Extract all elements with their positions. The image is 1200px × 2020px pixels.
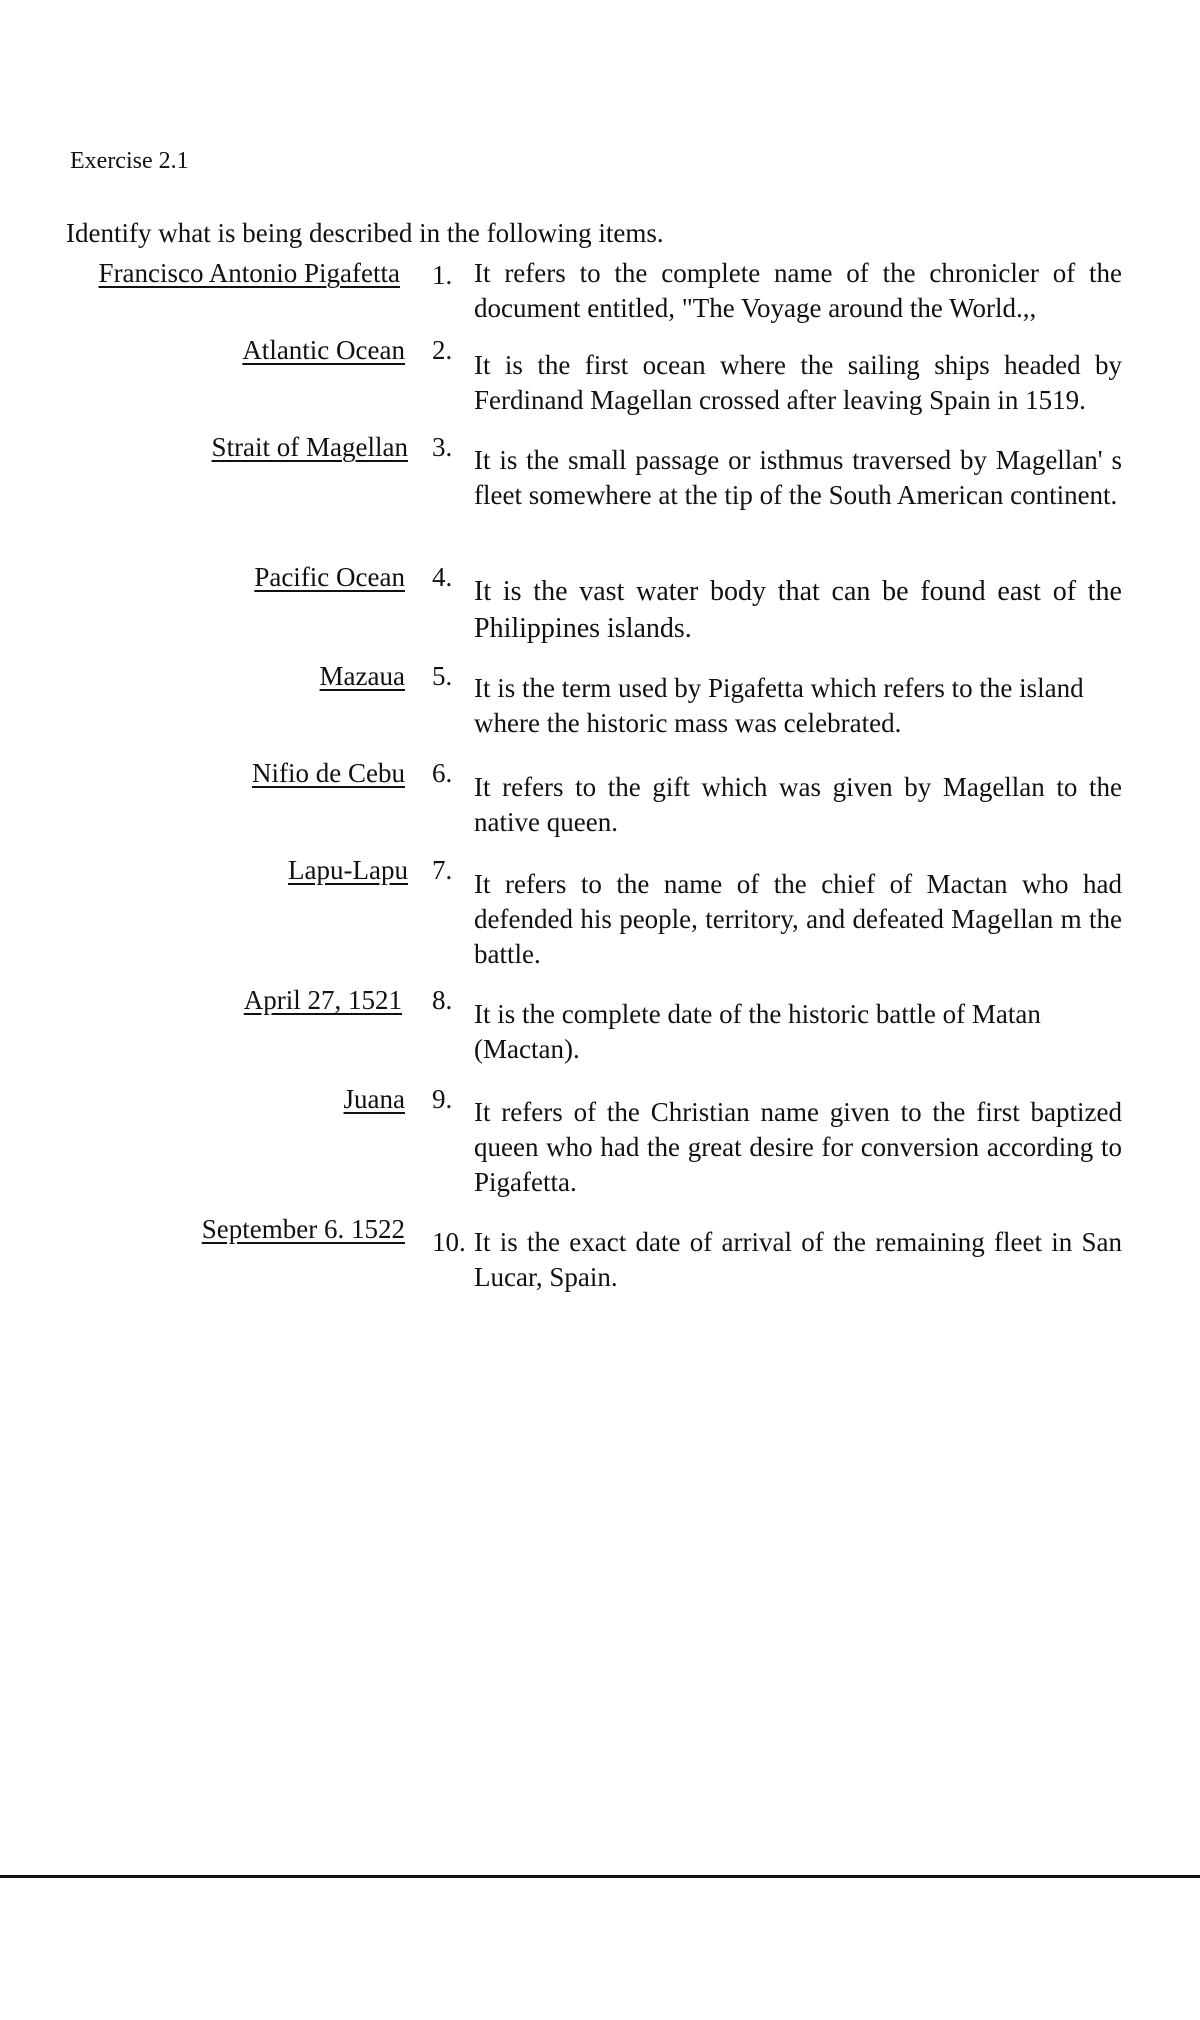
- answer-text: Nifio de Cebu: [252, 758, 405, 788]
- answer-text: Francisco Antonio Pigafetta: [98, 258, 400, 288]
- item-number: 4.: [432, 562, 453, 592]
- answer-text: Atlantic Ocean: [242, 335, 405, 365]
- item-number: 8.: [432, 985, 453, 1015]
- answer-text: Pacific Ocean: [254, 562, 405, 592]
- bottom-divider: [0, 1875, 1200, 1878]
- item-number: 1.: [432, 260, 453, 290]
- item-number: 3.: [432, 432, 453, 462]
- item-number: 5.: [432, 661, 453, 691]
- exercise-title: Exercise 2.1: [70, 148, 189, 174]
- item-number: 10.: [432, 1227, 466, 1257]
- item-description: It refers of the Christian name given to the first baptized queen who had the great desire for conversion according to Pigafetta.: [474, 1097, 1122, 1197]
- item-description: It refers to the gift which was given by Magellan to the native queen.: [474, 772, 1122, 837]
- item-description: It is the vast water body that can be found east of the Philippines islands.: [474, 576, 1122, 644]
- answer-text: April 27, 1521: [243, 985, 402, 1015]
- answer-text: Lapu-Lapu: [288, 855, 408, 885]
- instructions-text: Identify what is being described in the following items.: [66, 218, 664, 248]
- item-description: It is the small passage or isthmus traversed by Magellan' s fleet somewhere at the tip of the South American continent.: [474, 445, 1122, 510]
- item-description: It is the first ocean where the sailing ships headed by Ferdinand Magellan crossed after leaving Spain in 1519.: [474, 350, 1122, 415]
- answer-text: Mazaua: [319, 661, 405, 691]
- item-number: 6.: [432, 758, 453, 788]
- item-number: 9.: [432, 1084, 453, 1114]
- item-description: It is the exact date of arrival of the remaining fleet in San Lucar, Spain.: [474, 1227, 1122, 1292]
- item-description: It is the complete date of the historic battle of Matan (Mactan).: [474, 999, 1041, 1064]
- answer-text: Juana: [343, 1084, 405, 1114]
- item-description: It refers to the name of the chief of Mactan who had defended his people, territory, and defeated Magellan m the battle.: [474, 869, 1122, 969]
- item-description: It is the term used by Pigafetta which refers to the island where the historic mass was celebrated.: [474, 673, 1084, 738]
- item-description: It refers to the complete name of the chronicler of the document entitled, "The Voyage around the World.,,: [474, 258, 1122, 323]
- answer-text: Strait of Magellan: [211, 432, 408, 462]
- answer-text: September 6. 1522: [201, 1214, 405, 1244]
- item-number: 7.: [432, 855, 453, 885]
- item-number: 2.: [432, 335, 453, 365]
